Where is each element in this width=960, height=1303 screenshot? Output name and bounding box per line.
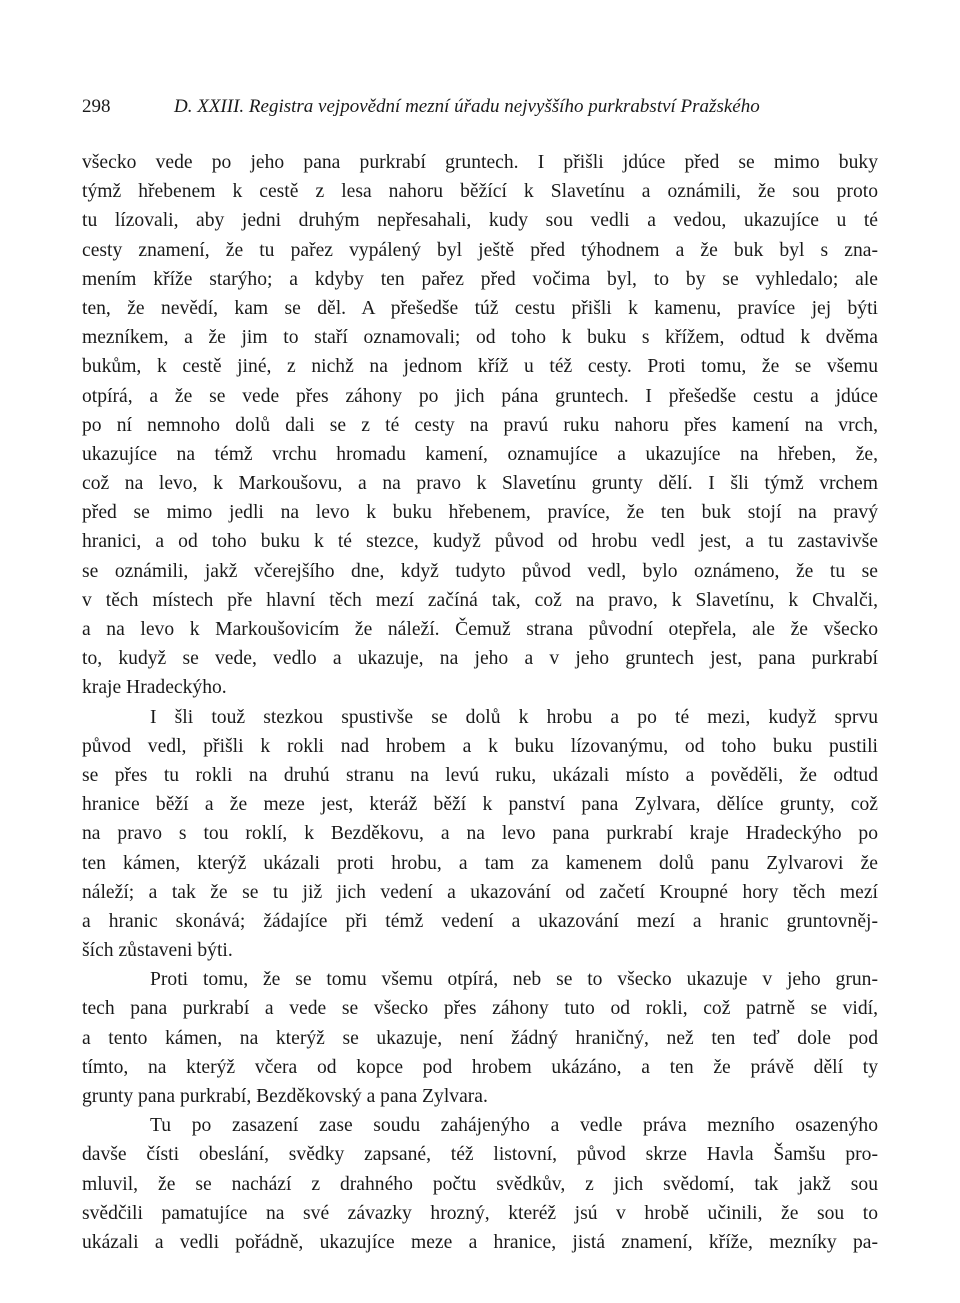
text-line: tímto, na kterýž včera od kopce pod hrobem ukázáno, a ten že právě dělí ty: [82, 1056, 878, 1078]
text-line: v těch místech pře hlavní těch mezí začíná tak, což na pravo, k Slavetínu, k Chvalči,: [82, 589, 878, 611]
page-number: 298: [82, 96, 111, 117]
text-line: bukům, k cestě jiné, z nichž na jednom kříž u též cesty. Proti tomu, že se všemu: [82, 356, 878, 378]
text-line: davše čísti obeslání, svědky zapsané, též listovní, původ skrze Havla Šamšu pro-: [82, 1144, 878, 1166]
text-line: a na levo k Markoušovicím že náleží. Čemuž strana původní otepřela, ale že všecko: [82, 619, 878, 640]
text-line: Tu po zasazení zase soudu zahájenýho a vedle práva mezního osazenýho: [150, 1115, 878, 1137]
text-line: původ vedl, přišli k rokli nad hrobem a k buku lízovanýmu, od toho buku pustili: [82, 735, 878, 757]
text-line: svědčili pamatujíce na své závazky hrozný, kteréž jsú v hrobě učinili, že sou to: [82, 1202, 878, 1224]
text-line: mluvil, že se nachází z drahného počtu svědkův, z jich svědomí, tak jakž sou: [82, 1173, 878, 1195]
text-line: což na levo, k Markoušovu, a na pravo k Slavetínu grunty dělí. I šli týmž vrchem: [82, 473, 878, 495]
text-line: ších zůstaveni býti.: [82, 940, 233, 962]
running-head: [82, 96, 878, 136]
text-line: ukázali a vedli pořádně, ukazujíce meze a hranice, jistá znamení, kříže, mezníky pa-: [82, 1231, 878, 1253]
text-line: grunty pana purkrabí, Bezděkovský a pana Zylvara.: [82, 1086, 488, 1107]
text-line: po ní nemnoho dolů dali se z té cesty na pravú ruku nahoru přes kamení na vrch,: [82, 414, 878, 436]
text-line: ukazujíce na témž vrchu hromadu kamení, oznamujíce a ukazujíce na hřeben, že,: [82, 443, 878, 465]
text-line: mezníkem, a že jim to staří oznamovali; od toho k buku s křížem, odtud k dvěma: [82, 327, 878, 349]
paragraph-4: [82, 1111, 878, 1257]
text-line: všecko vede po jeho pana purkrabí gruntech. I přišli jdúce před se mimo buky: [82, 152, 878, 173]
text-line: cesty znamení, že tu pařez vypálený byl ještě před týhodnem a že buk byl s zna-: [82, 239, 878, 261]
text-line: I šli touž stezkou spustivše se dolů k hrobu a po té mezi, kudyž sprvu: [150, 706, 878, 728]
text-line: tech pana purkrabí a vede se všecko přes záhony tuto od rokli, což patrně se vidí,: [82, 998, 878, 1020]
text-line: kraje Hradeckýho.: [82, 677, 227, 699]
text-line: Proti tomu, že se tomu všemu otpírá, neb se to všecko ukazuje v jeho grun-: [150, 969, 878, 991]
body-text: [82, 148, 878, 1257]
text-line: se oznámili, jakž včerejšího dne, když tudyto původ vedl, bylo oznámeno, že tu se: [82, 560, 878, 582]
text-line: týmž hřebenem k cestě z lesa nahoru běžící k Slavetínu a oznámili, že sou proto: [82, 181, 878, 203]
text-line: před se mimo jedli na levo k buku hřebenem, pravíce, že ten buk stojí na pravý: [82, 502, 878, 524]
paragraph-2: [82, 703, 878, 966]
text-line: ten kámen, kterýž ukázali proti hrobu, a tam za kamenem dolů panu Zylvarovi že: [82, 852, 878, 874]
paragraph-3: [82, 965, 878, 1111]
text-line: otpírá, a že se vede přes záhony po jich pána gruntech. I přešedše cestu a jdúce: [82, 385, 878, 407]
text-line: to, kudyž se vede, vedlo a ukazuje, na jeho a v jeho gruntech jest, pana purkrabí: [82, 648, 878, 670]
text-line: a hranic skonává; žádajíce při témž vedení a ukazování mezí a hranic gruntovněj-: [82, 910, 878, 932]
text-line: tu lízovali, aby jedni druhým nepřesahali, kudy sou vedli a vedou, ukazujíce u té: [82, 210, 878, 232]
text-line: ten, že nevědí, kam se děl. A přešedše túž cestu přišli k kamenu, pravíce jej býti: [82, 297, 878, 319]
text-line: hranici, a od toho buku k té stezce, kudyž původ od hrobu vedl jest, a tu zastavivše: [82, 531, 878, 553]
book-page: [82, 96, 878, 1257]
text-line: a tento kámen, na kterýž se ukazuje, není žádný hraničný, než ten teď dole pod: [82, 1027, 878, 1049]
running-title: D. XXIII. Registra vejpovědní mezní úřadu nejvyššího purkrabství Pražského: [174, 96, 760, 117]
text-line: mením kříže starýho; a kdyby ten pařez před vočima byl, to by se vyhledalo; ale: [82, 268, 878, 290]
text-line: na pravo s tou roklí, k Bezděkovu, a na levo pana purkrabí kraje Hradeckýho po: [82, 823, 878, 845]
paragraph-1: [82, 148, 878, 703]
text-line: náleží; a tak že se tu již jich vedení a ukazování od začetí Kroupné hory těch mezí: [82, 881, 878, 903]
text-line: se přes tu rokli na druhú stranu na levú ruku, ukázali místo a pověděli, že odtud: [82, 764, 878, 786]
text-line: hranice běží a že meze jest, kteráž běží k panství pana Zylvara, dělíce grunty, což: [82, 794, 878, 816]
